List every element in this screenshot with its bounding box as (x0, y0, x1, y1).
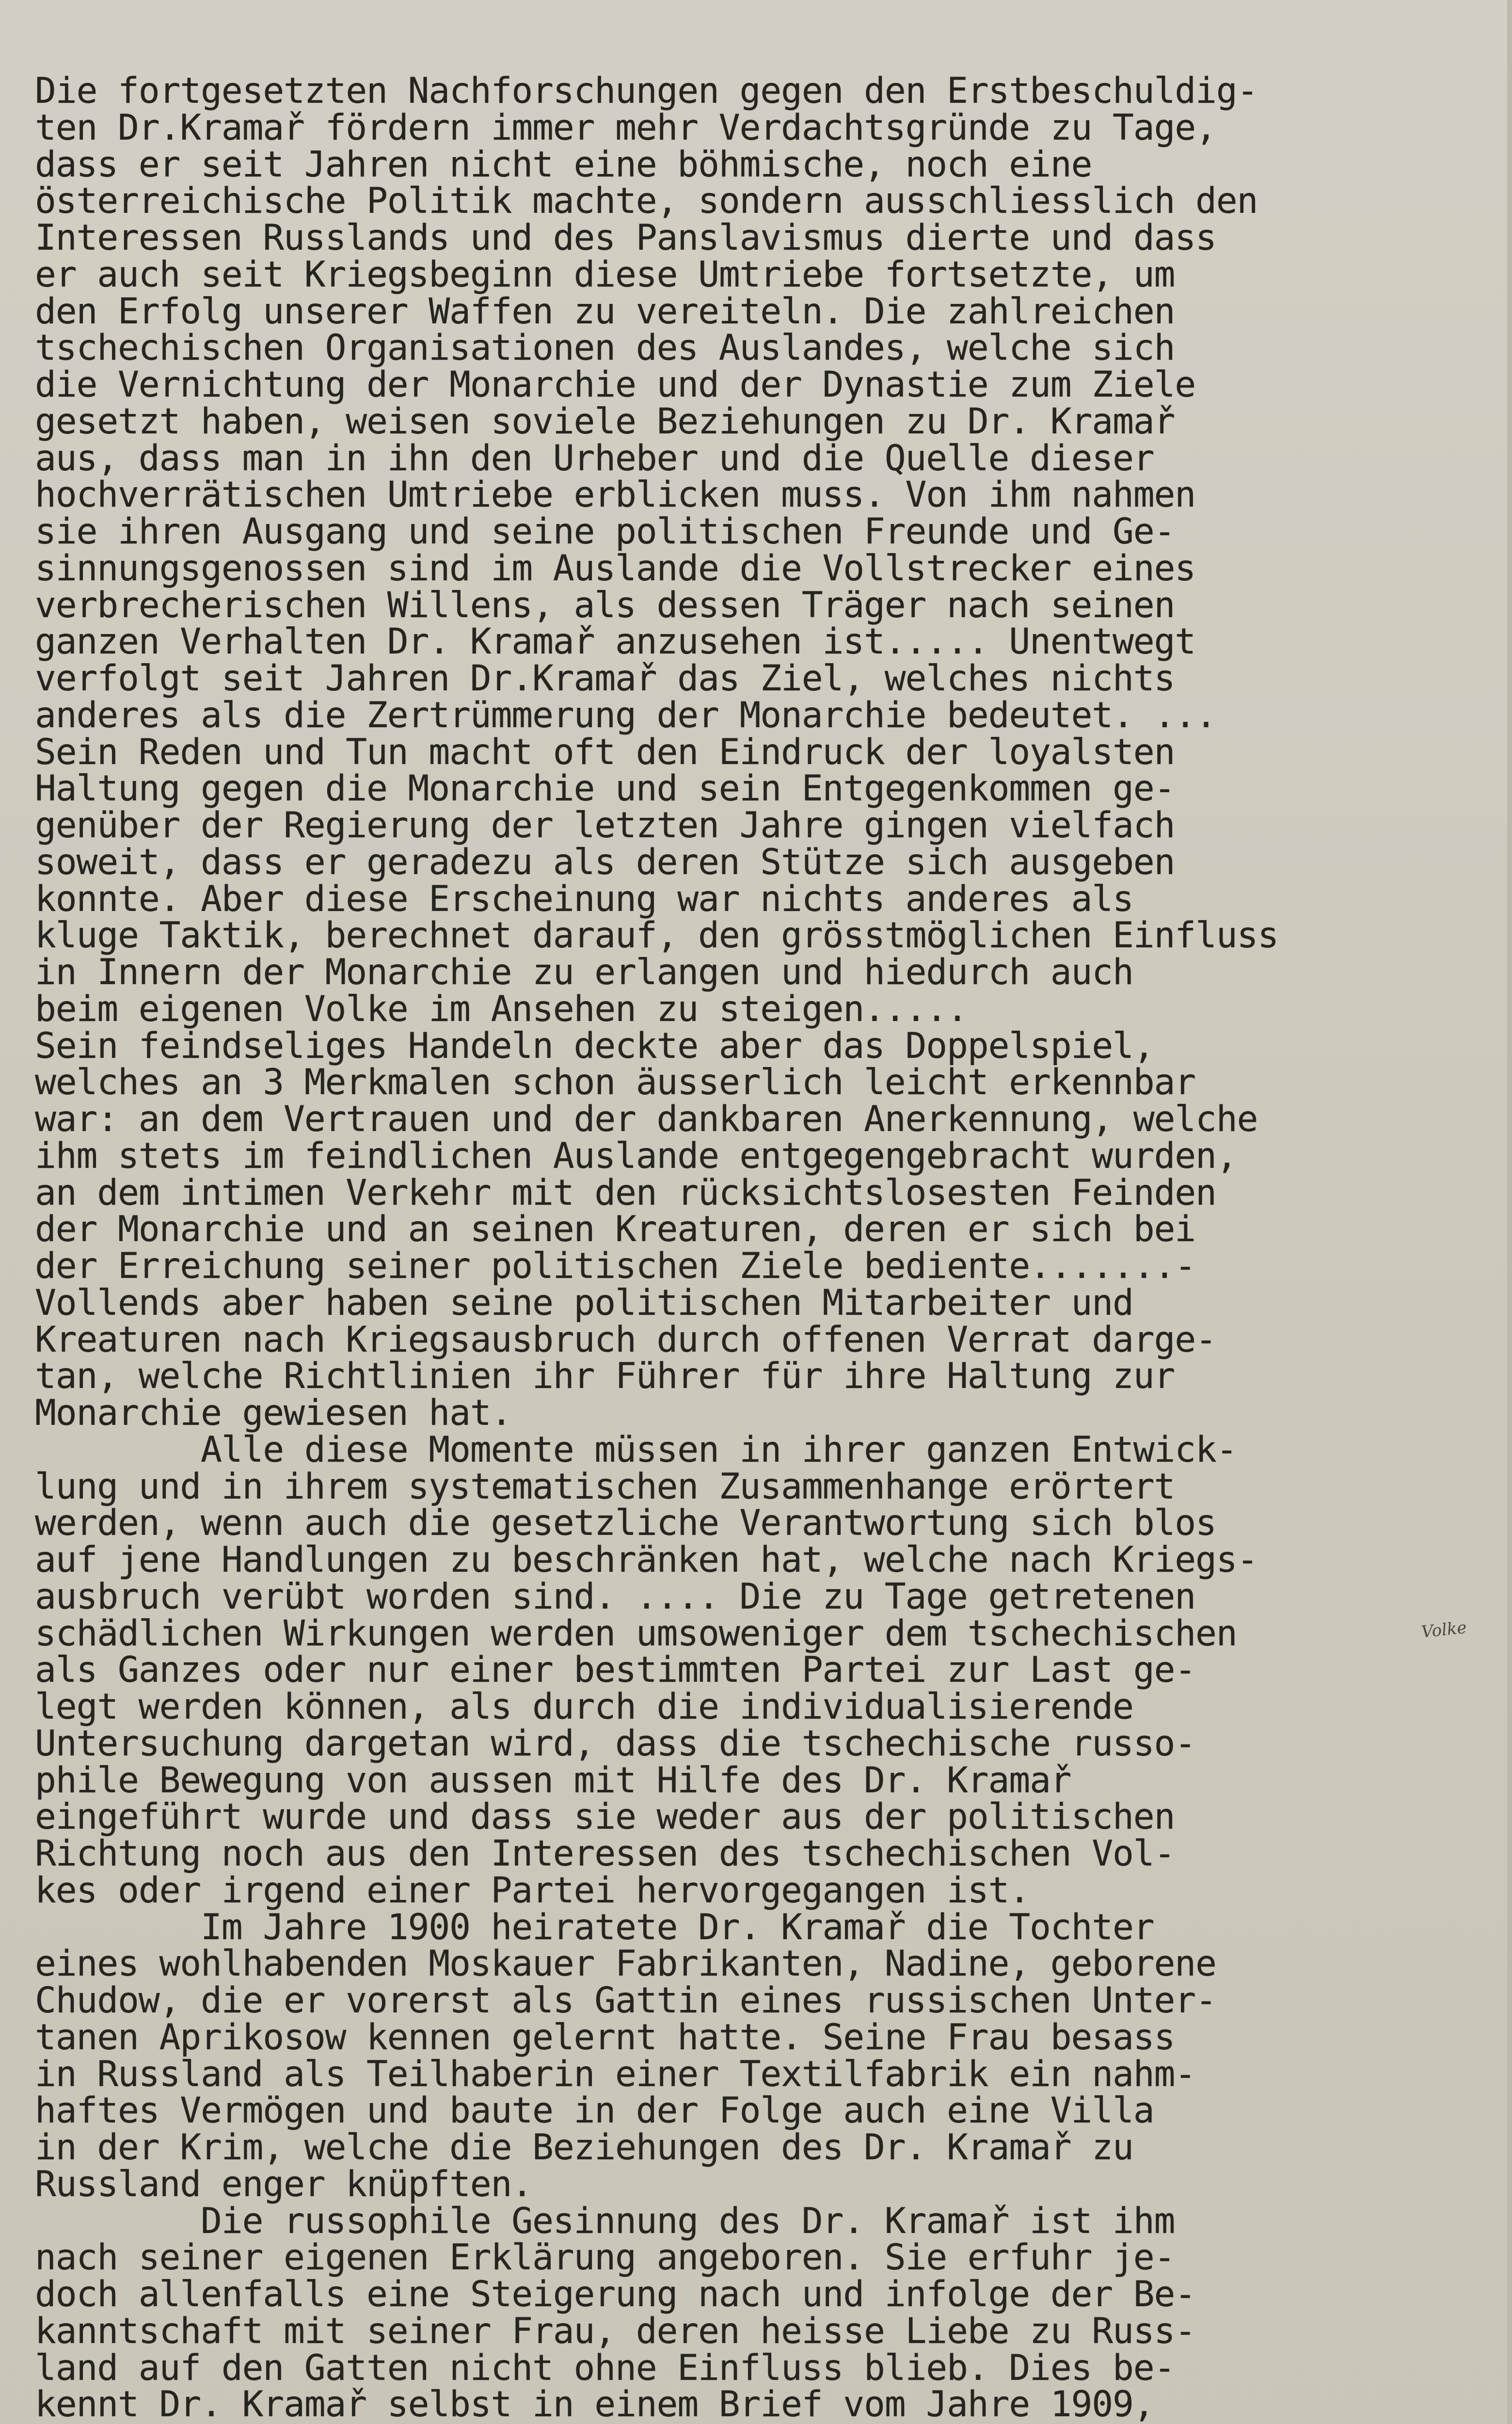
text-line: tan, welche Richtlinien ihr Führer für ihre Haltung zur (35, 1356, 1175, 1397)
text-line: ten Dr.Kramař fördern immer mehr Verdachtsgründe zu Tage, (35, 107, 1216, 148)
typewritten-text (35, 70, 1494, 2424)
text-line: der Monarchie und an seinen Kreaturen, deren er sich bei (35, 1209, 1195, 1250)
text-line: Kreaturen nach Kriegsausbruch durch offenen Verrat darge- (35, 1319, 1216, 1360)
text-line: verfolgt seit Jahren Dr.Kramař das Ziel, welches nichts (35, 658, 1175, 699)
text-line: auf jene Handlungen zu beschränken hat, welche nach Kriegs- (35, 1539, 1258, 1580)
text-line: aus, dass man in ihn den Urheber und die Quelle dieser (35, 437, 1154, 479)
text-line: Sein Reden und Tun macht oft den Eindruck der loyalsten (35, 731, 1175, 773)
text-line: eines wohlhabenden Moskauer Fabrikanten, Nadine, geborene (35, 1943, 1216, 1985)
text-line: an dem intimen Verkehr mit den rücksichtslosesten Feinden (35, 1172, 1216, 1213)
text-line: schädlichen Wirkungen werden umsoweniger dem tschechischen (35, 1612, 1237, 1654)
text-line: Sein feindseliges Handeln deckte aber das Doppelspiel, (35, 1025, 1154, 1067)
text-line: Im Jahre 1900 heiratete Dr. Kramař die Tochter (35, 1906, 1154, 1948)
text-line: in Innern der Monarchie zu erlangen und hiedurch auch (35, 952, 1133, 993)
text-line: Chudow, die er vorerst als Gattin eines russischen Unter- (35, 1980, 1216, 2021)
text-line: soweit, dass er geradezu als deren Stütze sich ausgeben (35, 841, 1175, 883)
text-line: tanen Aprikosow kennen gelernt hatte. Seine Frau besass (35, 2016, 1175, 2058)
text-line: als Ganzes oder nur einer bestimmten Partei zur Last ge- (35, 1649, 1195, 1691)
text-line: Die fortgesetzten Nachforschungen gegen den Erstbeschuldig- (35, 70, 1258, 112)
text-line: verbrecherischen Willens, als dessen Träger nach seinen (35, 584, 1175, 626)
text-line: Die russophile Gesinnung des Dr. Kramař ist ihm (35, 2200, 1175, 2242)
text-line: in der Krim, welche die Beziehungen des Dr. Kramař zu (35, 2127, 1133, 2168)
text-line: tschechischen Organisationen des Auslandes, welche sich (35, 327, 1175, 369)
text-line: den Erfolg unserer Waffen zu vereiteln. Die zahlreichen (35, 290, 1175, 332)
text-line: legt werden können, als durch die individualisierende (35, 1686, 1133, 1727)
text-line: die Vernichtung der Monarchie und der Dynastie zum Ziele (35, 364, 1195, 405)
text-line: eingeführt wurde und dass sie weder aus der politischen (35, 1796, 1175, 1838)
text-line: beim eigenen Volke im Ansehen zu steigen..... (35, 988, 968, 1030)
text-line: genüber der Regierung der letzten Jahre gingen vielfach (35, 805, 1175, 846)
handwritten-margin-note: Volke (1420, 1618, 1468, 1642)
text-line: österreichische Politik machte, sondern ausschliesslich den (35, 180, 1258, 222)
text-line: war: an dem Vertrauen und der dankbaren Anerkennung, welche (35, 1099, 1258, 1140)
text-line: sinnungsgenossen sind im Auslande die Vollstrecker eines (35, 547, 1195, 589)
text-line: der Erreichung seiner politischen Ziele bediente.......- (35, 1245, 1195, 1287)
text-line: land auf den Gatten nicht ohne Einfluss blieb. Dies be- (35, 2347, 1175, 2389)
text-line: dass er seit Jahren nicht eine böhmische, noch eine (35, 144, 1092, 185)
text-line: er auch seit Kriegsbeginn diese Umtriebe fortsetzte, um (35, 254, 1175, 295)
text-line: werden, wenn auch die gesetzliche Verantwortung sich blos (35, 1502, 1216, 1544)
text-line: haftes Vermögen und baute in der Folge auch eine Villa (35, 2090, 1154, 2132)
text-line: Haltung gegen die Monarchie und sein Entgegenkommen ge- (35, 768, 1175, 810)
text-line: hochverrätischen Umtriebe erblicken muss. Von ihm nahmen (35, 474, 1195, 516)
page-edge (1507, 0, 1512, 2424)
text-line: lung und in ihrem systematischen Zusammenhange erörtert (35, 1466, 1175, 1507)
text-line: in Russland als Teilhaberin einer Textilfabrik ein nahm- (35, 2053, 1195, 2095)
text-line: Vollends aber haben seine politischen Mitarbeiter und (35, 1282, 1133, 1324)
text-line: nach seiner eigenen Erklärung angeboren. Sie erfuhr je- (35, 2237, 1175, 2279)
text-line: kluge Taktik, berechnet darauf, den grösstmöglichen Einfluss (35, 915, 1278, 957)
text-line: ganzen Verhalten Dr. Kramař anzusehen ist..... Unentwegt (35, 621, 1195, 663)
text-line: welches an 3 Merkmalen schon äusserlich leicht erkennbar (35, 1062, 1195, 1103)
text-line: Alle diese Momente müssen in ihrer ganzen Entwick- (35, 1429, 1237, 1470)
text-line: ausbruch verübt worden sind. .... Die zu Tage getretenen (35, 1576, 1195, 1617)
text-line: phile Bewegung von aussen mit Hilfe des Dr. Kramař (35, 1759, 1071, 1801)
text-line: kennt Dr. Kramař selbst in einem Brief vom Jahre 1909, (35, 2384, 1154, 2424)
text-line: Monarchie gewiesen hat. (35, 1392, 512, 1434)
text-line: kes oder irgend einer Partei hervorgegangen ist. (35, 1869, 1030, 1911)
text-line: ihm stets im feindlichen Auslande entgegengebracht wurden, (35, 1135, 1237, 1177)
text-line: Interessen Russlands und des Panslavismus dierte und dass (35, 217, 1216, 258)
text-line: doch allenfalls eine Steigerung nach und infolge der Be- (35, 2274, 1195, 2315)
text-line: sie ihren Ausgang und seine politischen Freunde und Ge- (35, 511, 1175, 552)
text-line: gesetzt haben, weisen soviele Beziehungen zu Dr. Kramař (35, 400, 1175, 442)
text-line: konnte. Aber diese Erscheinung war nichts anderes als (35, 878, 1133, 920)
text-line: anderes als die Zertrümmerung der Monarchie bedeutet. ... (35, 694, 1216, 736)
text-line: Russland enger knüpften. (35, 2163, 532, 2205)
text-line: Richtung noch aus den Interessen des tschechischen Vol- (35, 1833, 1175, 1874)
text-line: kanntschaft mit seiner Frau, deren heisse Liebe zu Russ- (35, 2310, 1195, 2352)
text-line: Untersuchung dargetan wird, dass die tschechische russo- (35, 1722, 1195, 1764)
